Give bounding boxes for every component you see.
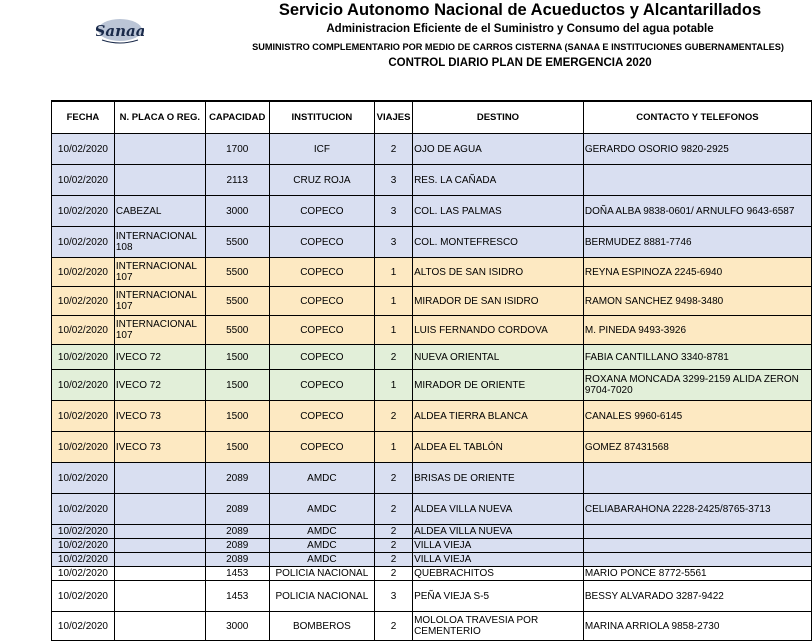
cell-viajes: 3	[375, 581, 413, 612]
cell-destino: ALTOS DE SAN ISIDRO	[413, 258, 584, 287]
cell-placa: IVECO 73	[114, 401, 205, 432]
cell-institucion: AMDC	[269, 553, 374, 567]
sanaa-logo-graphic	[96, 12, 144, 48]
cell-viajes: 1	[375, 316, 413, 345]
table-row	[52, 432, 812, 463]
cell-destino: NUEVA ORIENTAL	[413, 345, 584, 370]
cell-contacto	[583, 553, 811, 567]
cell-viajes: 1	[375, 370, 413, 401]
cell-destino: BRISAS DE ORIENTE	[413, 463, 584, 494]
cell-placa: IVECO 73	[114, 432, 205, 463]
cell-institucion: POLICIA NACIONAL	[269, 567, 374, 581]
cell-viajes: 2	[375, 525, 413, 539]
cell-destino: VILLA VIEJA	[413, 539, 584, 553]
cell-destino: COL. LAS PALMAS	[413, 196, 584, 227]
table-row	[52, 401, 812, 432]
column-header-fecha: FECHA	[52, 101, 115, 134]
cell-fecha: 10/02/2020	[52, 553, 115, 567]
cell-institucion: CRUZ ROJA	[269, 165, 374, 196]
table-row	[52, 463, 812, 494]
cell-institucion: BOMBEROS	[269, 612, 374, 641]
cell-placa	[114, 553, 205, 567]
cell-fecha: 10/02/2020	[52, 316, 115, 345]
cell-fecha: 10/02/2020	[52, 401, 115, 432]
cell-placa	[114, 165, 205, 196]
cell-placa: IVECO 72	[114, 345, 205, 370]
cell-viajes: 2	[375, 567, 413, 581]
cell-institucion: ICF	[269, 134, 374, 165]
cell-placa	[114, 525, 205, 539]
table-row	[52, 258, 812, 287]
cell-fecha: 10/02/2020	[52, 567, 115, 581]
cell-placa: IVECO 72	[114, 370, 205, 401]
cell-contacto: CELIABARAHONA 2228-2425/8765-3713	[583, 494, 811, 525]
cell-contacto: BESSY ALVARADO 3287-9422	[583, 581, 811, 612]
cell-destino: MIRADOR DE ORIENTE	[413, 370, 584, 401]
cell-contacto: ROXANA MONCADA 3299-2159 ALIDA ZERON 9704-7020	[583, 370, 811, 401]
cell-fecha: 10/02/2020	[52, 432, 115, 463]
cell-capacidad: 2089	[205, 525, 269, 539]
table-row	[52, 287, 812, 316]
table-row	[52, 370, 812, 401]
cell-fecha: 10/02/2020	[52, 134, 115, 165]
cell-placa	[114, 134, 205, 165]
cell-destino: ALDEA EL TABLÓN	[413, 432, 584, 463]
cell-destino: LUIS FERNANDO CORDOVA	[413, 316, 584, 345]
table-body	[52, 134, 812, 641]
cell-destino: ALDEA VILLA NUEVA	[413, 494, 584, 525]
table-row	[52, 345, 812, 370]
cell-fecha: 10/02/2020	[52, 494, 115, 525]
cell-contacto	[583, 463, 811, 494]
cell-fecha: 10/02/2020	[52, 463, 115, 494]
column-header-capacidad: CAPACIDAD	[205, 101, 269, 134]
table-row	[52, 553, 812, 567]
cell-capacidad: 3000	[205, 196, 269, 227]
cell-contacto	[583, 539, 811, 553]
cell-fecha: 10/02/2020	[52, 539, 115, 553]
cell-fecha: 10/02/2020	[52, 196, 115, 227]
cell-institucion: COPECO	[269, 370, 374, 401]
cell-capacidad: 1500	[205, 370, 269, 401]
cell-fecha: 10/02/2020	[52, 525, 115, 539]
cell-destino: COL. MONTEFRESCO	[413, 227, 584, 258]
cell-contacto: M. PINEDA 9493-3926	[583, 316, 811, 345]
cell-viajes: 3	[375, 165, 413, 196]
cell-destino: ALDEA TIERRA BLANCA	[413, 401, 584, 432]
column-header-institucion: INSTITUCION	[269, 101, 374, 134]
cell-fecha: 10/02/2020	[52, 165, 115, 196]
cell-placa: INTERNACIONAL 107	[114, 258, 205, 287]
column-header-destino: DESTINO	[413, 101, 584, 134]
cell-institucion: COPECO	[269, 316, 374, 345]
cell-placa: INTERNACIONAL 107	[114, 316, 205, 345]
cell-viajes: 3	[375, 227, 413, 258]
cell-viajes: 2	[375, 134, 413, 165]
cell-institucion: COPECO	[269, 258, 374, 287]
cell-contacto	[583, 525, 811, 539]
cell-capacidad: 2113	[205, 165, 269, 196]
cell-placa: CABEZAL	[114, 196, 205, 227]
cell-institucion: COPECO	[269, 432, 374, 463]
cell-placa	[114, 612, 205, 641]
table-row	[52, 581, 812, 612]
document-subtitle: Administracion Eficiente de el Suministro y Consumo del agua potable	[326, 23, 714, 35]
cell-destino: MOLOLOA TRAVESIA POR CEMENTERIO	[413, 612, 584, 641]
logo-text: Sanaa	[96, 22, 144, 40]
cell-fecha: 10/02/2020	[52, 227, 115, 258]
cell-destino: OJO DE AGUA	[413, 134, 584, 165]
cell-viajes: 2	[375, 345, 413, 370]
emergency-plan-table	[51, 100, 812, 641]
column-header-contacto: CONTACTO Y TELEFONOS	[583, 101, 811, 134]
table-row	[52, 539, 812, 553]
document-description: SUMINISTRO COMPLEMENTARIO POR MEDIO DE CARROS CISTERNA (SANAA E INSTITUCIONES GUBERNAMENTALES)	[252, 42, 784, 52]
sanaa-logo	[96, 12, 144, 48]
cell-capacidad: 1453	[205, 567, 269, 581]
cell-capacidad: 5500	[205, 227, 269, 258]
cell-capacidad: 1700	[205, 134, 269, 165]
cell-destino: VILLA VIEJA	[413, 553, 584, 567]
cell-capacidad: 1500	[205, 401, 269, 432]
column-header-viajes: VIAJES	[375, 101, 413, 134]
table-row	[52, 165, 812, 196]
cell-placa: INTERNACIONAL 108	[114, 227, 205, 258]
cell-placa	[114, 581, 205, 612]
cell-fecha: 10/02/2020	[52, 258, 115, 287]
cell-institucion: COPECO	[269, 227, 374, 258]
table-row	[52, 612, 812, 641]
cell-destino: RES. LA CAÑADA	[413, 165, 584, 196]
table-row	[52, 567, 812, 581]
cell-fecha: 10/02/2020	[52, 581, 115, 612]
cell-capacidad: 1500	[205, 345, 269, 370]
table-row	[52, 316, 812, 345]
cell-contacto: BERMUDEZ 8881-7746	[583, 227, 811, 258]
cell-contacto: MARIO PONCE 8772-5561	[583, 567, 811, 581]
table-row	[52, 227, 812, 258]
cell-destino: QUEBRACHITOS	[413, 567, 584, 581]
column-header-placa: N. PLACA O REG.	[114, 101, 205, 134]
document-heading: CONTROL DIARIO PLAN DE EMERGENCIA 2020	[388, 57, 652, 69]
cell-institucion: AMDC	[269, 494, 374, 525]
cell-contacto: CANALES 9960-6145	[583, 401, 811, 432]
cell-capacidad: 2089	[205, 494, 269, 525]
cell-institucion: AMDC	[269, 539, 374, 553]
table-row	[52, 494, 812, 525]
table-row	[52, 525, 812, 539]
document-title: Servicio Autonomo Nacional de Acueductos y Alcantarillados	[278, 1, 762, 19]
cell-capacidad: 2089	[205, 553, 269, 567]
cell-fecha: 10/02/2020	[52, 287, 115, 316]
cell-destino: ALDEA VILLA NUEVA	[413, 525, 584, 539]
cell-contacto: FABIA CANTILLANO 3340-8781	[583, 345, 811, 370]
cell-viajes: 1	[375, 287, 413, 316]
cell-placa: INTERNACIONAL 107	[114, 287, 205, 316]
cell-contacto: DOÑA ALBA 9838-0601/ ARNULFO 9643-6587	[583, 196, 811, 227]
cell-fecha: 10/02/2020	[52, 345, 115, 370]
cell-placa	[114, 567, 205, 581]
cell-fecha: 10/02/2020	[52, 612, 115, 641]
cell-viajes: 2	[375, 401, 413, 432]
cell-contacto: GERARDO OSORIO 9820-2925	[583, 134, 811, 165]
cell-viajes: 2	[375, 612, 413, 641]
table-header-row	[52, 101, 812, 134]
table-row	[52, 196, 812, 227]
cell-capacidad: 1500	[205, 432, 269, 463]
cell-viajes: 3	[375, 196, 413, 227]
cell-institucion: COPECO	[269, 287, 374, 316]
cell-institucion: POLICIA NACIONAL	[269, 581, 374, 612]
cell-viajes: 2	[375, 553, 413, 567]
cell-capacidad: 5500	[205, 287, 269, 316]
cell-capacidad: 5500	[205, 258, 269, 287]
cell-capacidad: 5500	[205, 316, 269, 345]
cell-institucion: AMDC	[269, 525, 374, 539]
cell-institucion: COPECO	[269, 196, 374, 227]
cell-placa	[114, 539, 205, 553]
cell-capacidad: 3000	[205, 612, 269, 641]
cell-institucion: COPECO	[269, 401, 374, 432]
cell-contacto: GOMEZ 87431568	[583, 432, 811, 463]
cell-viajes: 1	[375, 258, 413, 287]
cell-contacto: MARINA ARRIOLA 9858-2730	[583, 612, 811, 641]
cell-contacto: RAMON SANCHEZ 9498-3480	[583, 287, 811, 316]
cell-capacidad: 2089	[205, 463, 269, 494]
cell-institucion: COPECO	[269, 345, 374, 370]
cell-placa	[114, 494, 205, 525]
cell-viajes: 1	[375, 432, 413, 463]
cell-fecha: 10/02/2020	[52, 370, 115, 401]
cell-viajes: 2	[375, 539, 413, 553]
cell-contacto	[583, 165, 811, 196]
cell-destino: PEÑA VIEJA S-5	[413, 581, 584, 612]
cell-capacidad: 2089	[205, 539, 269, 553]
table-row	[52, 134, 812, 165]
cell-placa	[114, 463, 205, 494]
cell-capacidad: 1453	[205, 581, 269, 612]
cell-destino: MIRADOR DE SAN ISIDRO	[413, 287, 584, 316]
cell-viajes: 2	[375, 463, 413, 494]
cell-viajes: 2	[375, 494, 413, 525]
cell-contacto: REYNA ESPINOZA 2245-6940	[583, 258, 811, 287]
cell-institucion: AMDC	[269, 463, 374, 494]
